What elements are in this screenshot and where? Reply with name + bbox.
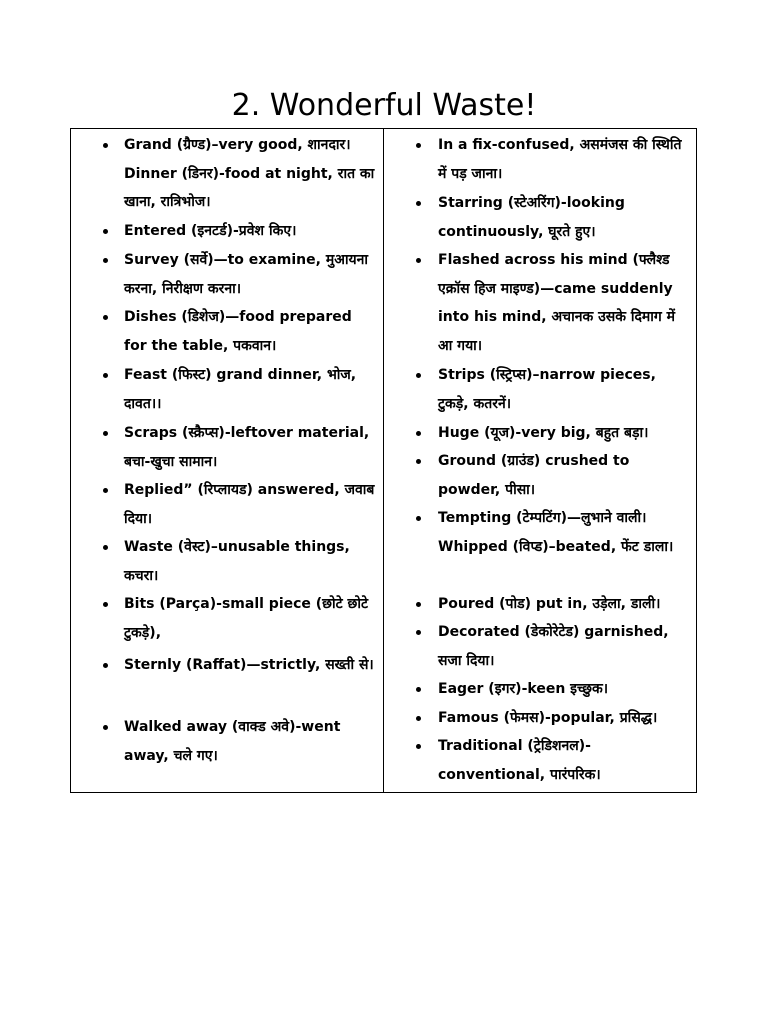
bullet-icon [416, 258, 421, 263]
list-item: Traditional (ट्रेडिशनल)-conventional, पारंपरिक। [384, 732, 696, 789]
bullet-icon [416, 602, 421, 607]
bullet-icon [103, 373, 108, 378]
left-column [71, 129, 384, 792]
list-item: Waste (वेस्ट)–unusable things, कचरा। [71, 533, 383, 590]
list-item: Tempting (टेम्पटिंग)—लुभाने वाली। Whipped (विप्ड)–beated, फेंट डाला। [384, 504, 696, 561]
bullet-icon [103, 488, 108, 493]
page-title: 2. Wonderful Waste! [231, 88, 537, 123]
list-item: Famous (फेमस)-popular, प्रसिद्ध। [384, 704, 696, 733]
list-item: Sternly (Raffat)—strictly, सख्ती से। [71, 651, 383, 680]
list-item: Survey (सर्वे)—to examine, मुआयना करना, निरीक्षण करना। [71, 246, 383, 303]
bullet-icon [103, 315, 108, 320]
list-item: Huge (यूज)-very big, बहुत बड़ा। [384, 419, 696, 448]
bullet-icon [103, 545, 108, 550]
bullet-icon [416, 630, 421, 635]
bullet-icon [416, 687, 421, 692]
list-item: Replied” (रिप्लायड) answered, जवाब दिया। [71, 476, 383, 533]
list-item: Grand (ग्रैण्ड)–very good, शानदार। Dinner (डिनर)-food at night, रात का खाना, रात्रिभोज। [71, 131, 383, 217]
bullet-icon [416, 431, 421, 436]
list-item: Starring (स्टेअरिंग)-looking continuously, घूरते हुए। [384, 189, 696, 246]
vocabulary-table [70, 128, 697, 793]
bullet-icon [416, 716, 421, 721]
bullet-icon [416, 143, 421, 148]
list-item: Scraps (स्क्रैप्स)-leftover material, बचा-खुचा सामान। [71, 419, 383, 476]
list-item: Feast (फिस्ट) grand dinner, भोज, दावत।। [71, 361, 383, 418]
bullet-icon [103, 663, 108, 668]
list-item: Strips (स्ट्रिप्स)–narrow pieces, टुकड़े, कतरनें। [384, 361, 696, 418]
list-item: Flashed across his mind (फ्लैश्ड एक्रॉस हिज माइण्ड)—came suddenly into his mind, अचानक उसके दिमाग में आ गया। [384, 246, 696, 360]
bullet-icon [416, 373, 421, 378]
list-item: Decorated (डेकोरेटेड) garnished, सजा दिया। [384, 618, 696, 675]
list-item: Entered (इनटर्ड)-प्रवेश किए। [71, 217, 383, 246]
bullet-icon [416, 201, 421, 206]
list-item: Bits (Parça)-small piece (छोटे छोटे टुकड़े), [71, 590, 383, 647]
bullet-icon [416, 459, 421, 464]
bullet-icon [103, 143, 108, 148]
bullet-icon [103, 602, 108, 607]
bullet-icon [103, 431, 108, 436]
list-item: In a fix-confused, असमंजस की स्थिति में पड़ जाना। [384, 131, 696, 188]
right-column [384, 129, 696, 792]
list-item: Ground (ग्राउंड) crushed to powder, पीसा। [384, 447, 696, 504]
list-item: Walked away (वाक्ड अवे)-went away, चले गए। [71, 713, 383, 770]
bullet-icon [416, 516, 421, 521]
list-item: Poured (पोड) put in, उड़ेला, डाली। [384, 590, 696, 619]
bullet-icon [103, 229, 108, 234]
list-item: Eager (इगर)-keen इच्छुक। [384, 675, 696, 704]
bullet-icon [103, 258, 108, 263]
bullet-icon [103, 725, 108, 730]
bullet-icon [416, 744, 421, 749]
list-item: Dishes (डिशेज)—food prepared for the table, पकवान। [71, 303, 383, 360]
